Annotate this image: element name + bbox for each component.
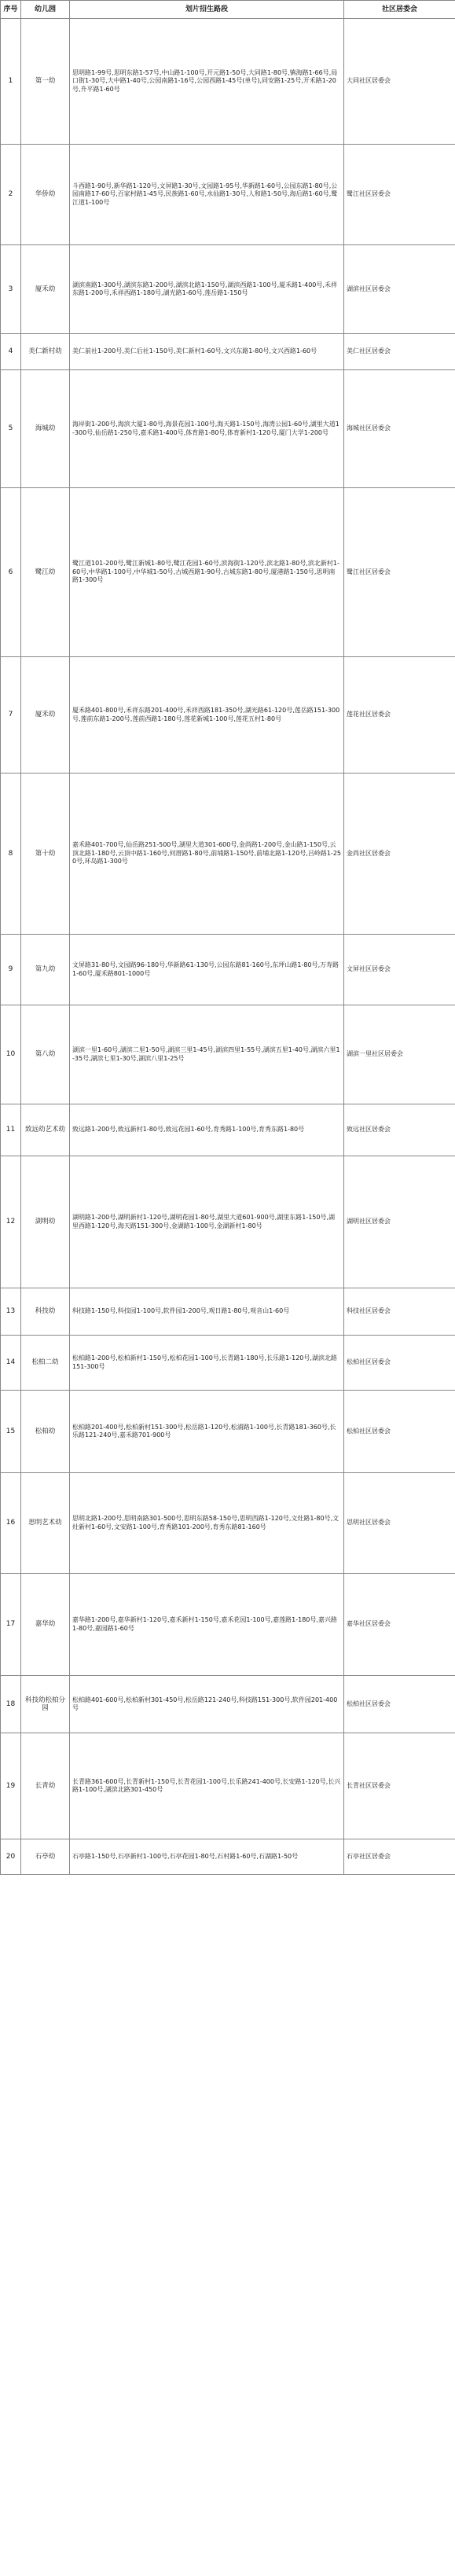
- kindergarten-name: 嘉华幼: [21, 1574, 70, 1676]
- kindergarten-name: 松柏幼: [21, 1391, 70, 1473]
- table-row: [1, 657, 455, 774]
- table-row: [1, 370, 455, 488]
- table-row: [1, 1288, 455, 1336]
- table-row: [1, 245, 455, 334]
- enrollment-area: 厦禾路401-800号,禾祥东路201-400号,禾祥西路181-350号,湖光路61-120号,莲岳路151-300号,莲前东路1-200号,莲前西路1-180号,莲花新城1-100号,莲花五村1-80号: [70, 657, 344, 774]
- row-number: 19: [1, 1733, 21, 1839]
- community-committee: 湖明社区居委会: [344, 1156, 455, 1288]
- enrollment-area: 思明路1-99号,思明东路1-57号,中山路1-100号,开元路1-50号,大同路1-80号,镇海路1-66号,局口街1-30号,大中路1-40号,公园南路1-16号,公园西路1-45号(单号),同安路1-25号,开禾路1-20号,升平路1-60号: [70, 19, 344, 145]
- table-row: [1, 1005, 455, 1104]
- row-number: 10: [1, 1005, 21, 1104]
- row-number: 5: [1, 370, 21, 488]
- community-committee: 莲花社区居委会: [344, 657, 455, 774]
- enrollment-area: 湖明路1-200号,湖明新村1-120号,湖明花园1-80号,湖里大道601-900号,湖里东路1-150号,湖里西路1-120号,海天路151-300号,金湖路1-100号,金湖新村1-80号: [70, 1156, 344, 1288]
- table-row: [1, 935, 455, 1005]
- kindergarten-name: 厦禾幼: [21, 245, 70, 334]
- row-number: 4: [1, 334, 21, 370]
- table-row: [1, 1473, 455, 1574]
- table-row: [1, 1733, 455, 1839]
- kindergarten-name: 第九幼: [21, 935, 70, 1005]
- kindergarten-name: 湖明幼: [21, 1156, 70, 1288]
- row-number: 6: [1, 488, 21, 657]
- community-committee: 松柏社区居委会: [344, 1336, 455, 1391]
- header-area: 划片招生路段: [70, 1, 344, 19]
- row-number: 15: [1, 1391, 21, 1473]
- kindergarten-name: 海城幼: [21, 370, 70, 488]
- table-row: [1, 1676, 455, 1733]
- table-row: [1, 334, 455, 370]
- community-committee: 松柏社区居委会: [344, 1391, 455, 1473]
- enrollment-area: 美仁前社1-200号,美仁后社1-150号,美仁新村1-60号,文兴东路1-80号,文兴西路1-60号: [70, 334, 344, 370]
- table-row: [1, 1336, 455, 1391]
- enrollment-area: 嘉禾路401-700号,仙岳路251-500号,湖里大道301-600号,金尚路1-200号,金山路1-150号,云顶北路1-180号,云顶中路1-160号,何厝路1-80号,前埔路1-150号,前埔北路1-120号,吕岭路1-250号,环岛路1-300号: [70, 774, 344, 935]
- community-committee: 长青社区居委会: [344, 1733, 455, 1839]
- row-number: 17: [1, 1574, 21, 1676]
- table-row: [1, 19, 455, 145]
- community-committee: 思明社区居委会: [344, 1473, 455, 1574]
- row-number: 3: [1, 245, 21, 334]
- table-row: [1, 774, 455, 935]
- community-committee: 石亭社区居委会: [344, 1839, 455, 1875]
- kindergarten-name: 第一幼: [21, 19, 70, 145]
- community-committee: 海城社区居委会: [344, 370, 455, 488]
- enrollment-area: 鹭江道101-200号,鹭江新城1-80号,鹭江花园1-60号,滨海街1-120号,滨北路1-80号,滨北新村1-60号,中华路1-100号,中华城1-50号,古城西路1-90号,古城东路1-80号,厦港路1-150号,思明南路1-300号: [70, 488, 344, 657]
- enrollment-area: 松柏路1-200号,松柏新村1-150号,松柏花园1-100号,长青路1-180号,长乐路1-120号,湖滨北路151-300号: [70, 1336, 344, 1391]
- kindergarten-name: 第八幼: [21, 1005, 70, 1104]
- kindergarten-name: 科技幼松柏分园: [21, 1676, 70, 1733]
- table-row: [1, 1839, 455, 1875]
- kindergarten-name: 科技幼: [21, 1288, 70, 1336]
- community-committee: 松柏社区居委会: [344, 1676, 455, 1733]
- enrollment-area: 石亭路1-150号,石亭新村1-100号,石亭花园1-80号,石村路1-60号,石湖路1-50号: [70, 1839, 344, 1875]
- enrollment-area: 斗西路1-90号,新华路1-120号,文屏路1-30号,文园路1-95号,华新路1-60号,公园东路1-80号,公园南路17-60号,百家村路1-45号,民族路1-60号,水仙路1-30号,人和路1-50号,海后路1-60号,鹭江道1-100号: [70, 145, 344, 245]
- header-community: 社区居委会: [344, 1, 455, 19]
- row-number: 18: [1, 1676, 21, 1733]
- row-number: 14: [1, 1336, 21, 1391]
- kindergarten-name: 厦禾幼: [21, 657, 70, 774]
- enrollment-area: 思明北路1-200号,思明南路301-500号,思明东路58-150号,思明西路1-120号,文灶路1-80号,文灶新村1-60号,文安路1-100号,育秀路101-200号,育秀东路81-160号: [70, 1473, 344, 1574]
- header-no: 序号: [1, 1, 21, 19]
- community-committee: 科技社区居委会: [344, 1288, 455, 1336]
- table-body: [1, 19, 455, 1875]
- community-committee: 鹭江社区居委会: [344, 145, 455, 245]
- row-number: 2: [1, 145, 21, 245]
- enrollment-area: 科技路1-150号,科技园1-100号,软件园1-200号,观日路1-80号,观音山1-60号: [70, 1288, 344, 1336]
- table-row: [1, 1156, 455, 1288]
- kindergarten-name: 长青幼: [21, 1733, 70, 1839]
- table-row: [1, 145, 455, 245]
- kindergarten-name: 鹭江幼: [21, 488, 70, 657]
- row-number: 20: [1, 1839, 21, 1875]
- table-row: [1, 1391, 455, 1473]
- row-number: 13: [1, 1288, 21, 1336]
- community-committee: 致远社区居委会: [344, 1104, 455, 1156]
- community-committee: 湖滨社区居委会: [344, 245, 455, 334]
- kindergarten-name: 松柏二幼: [21, 1336, 70, 1391]
- row-number: 8: [1, 774, 21, 935]
- enrollment-area: 文屏路31-80号,文园路96-180号,华新路61-130号,公园东路81-160号,东坪山路1-80号,万寿路1-60号,厦禾路801-1000号: [70, 935, 344, 1005]
- community-committee: 湖滨一里社区居委会: [344, 1005, 455, 1104]
- header-kindergarten: 幼儿园: [21, 1, 70, 19]
- table-row: [1, 1104, 455, 1156]
- enrollment-area: 致远路1-200号,致远新村1-80号,致远花园1-60号,育秀路1-100号,育秀东路1-80号: [70, 1104, 344, 1156]
- kindergarten-name: 美仁新村幼: [21, 334, 70, 370]
- community-committee: 文屏社区居委会: [344, 935, 455, 1005]
- enrollment-area: 湖滨一里1-60号,湖滨二里1-50号,湖滨三里1-45号,湖滨四里1-55号,湖滨五里1-40号,湖滨六里1-35号,湖滨七里1-30号,湖滨八里1-25号: [70, 1005, 344, 1104]
- community-committee: 金尚社区居委会: [344, 774, 455, 935]
- row-number: 16: [1, 1473, 21, 1574]
- row-number: 7: [1, 657, 21, 774]
- enrollment-area: 松柏路201-400号,松柏新村151-300号,松岳路1-120号,松浦路1-100号,长青路181-360号,长乐路121-240号,嘉禾路701-900号: [70, 1391, 344, 1473]
- enrollment-area: 海岸街1-200号,海滨大厦1-80号,海景花园1-100号,海天路1-150号,海湾公园1-60号,湖里大道1-300号,仙岳路1-250号,嘉禾路1-400号,体育路1-80号,体育新村1-120号,厦门大学1-200号: [70, 370, 344, 488]
- enrollment-area: 松柏路401-600号,松柏新村301-450号,松岳路121-240号,科技路151-300号,软件园201-400号: [70, 1676, 344, 1733]
- row-number: 9: [1, 935, 21, 1005]
- kindergarten-name: 第十幼: [21, 774, 70, 935]
- kindergarten-name: 石亭幼: [21, 1839, 70, 1875]
- enrollment-area: 湖滨南路1-300号,湖滨东路1-200号,湖滨北路1-150号,湖滨西路1-100号,厦禾路1-400号,禾祥东路1-200号,禾祥西路1-180号,湖光路1-60号,莲岳路1-150号: [70, 245, 344, 334]
- kindergarten-name: 致远幼艺术幼: [21, 1104, 70, 1156]
- kindergarten-name: 华侨幼: [21, 145, 70, 245]
- community-committee: 大同社区居委会: [344, 19, 455, 145]
- community-committee: 嘉华社区居委会: [344, 1574, 455, 1676]
- table-row: [1, 488, 455, 657]
- table-row: [1, 1574, 455, 1676]
- community-committee: 美仁社区居委会: [344, 334, 455, 370]
- row-number: 12: [1, 1156, 21, 1288]
- enrollment-area: 嘉华路1-200号,嘉华新村1-120号,嘉禾新村1-150号,嘉禾花园1-100号,嘉莲路1-180号,嘉兴路1-80号,嘉园路1-60号: [70, 1574, 344, 1676]
- header-row: [1, 1, 455, 19]
- community-committee: 鹭江社区居委会: [344, 488, 455, 657]
- row-number: 1: [1, 19, 21, 145]
- kindergarten-name: 思明艺术幼: [21, 1473, 70, 1574]
- row-number: 11: [1, 1104, 21, 1156]
- enrollment-area: 长青路361-600号,长青新村1-150号,长青花园1-100号,长乐路241-400号,长安路1-120号,长兴路1-100号,湖滨北路301-450号: [70, 1733, 344, 1839]
